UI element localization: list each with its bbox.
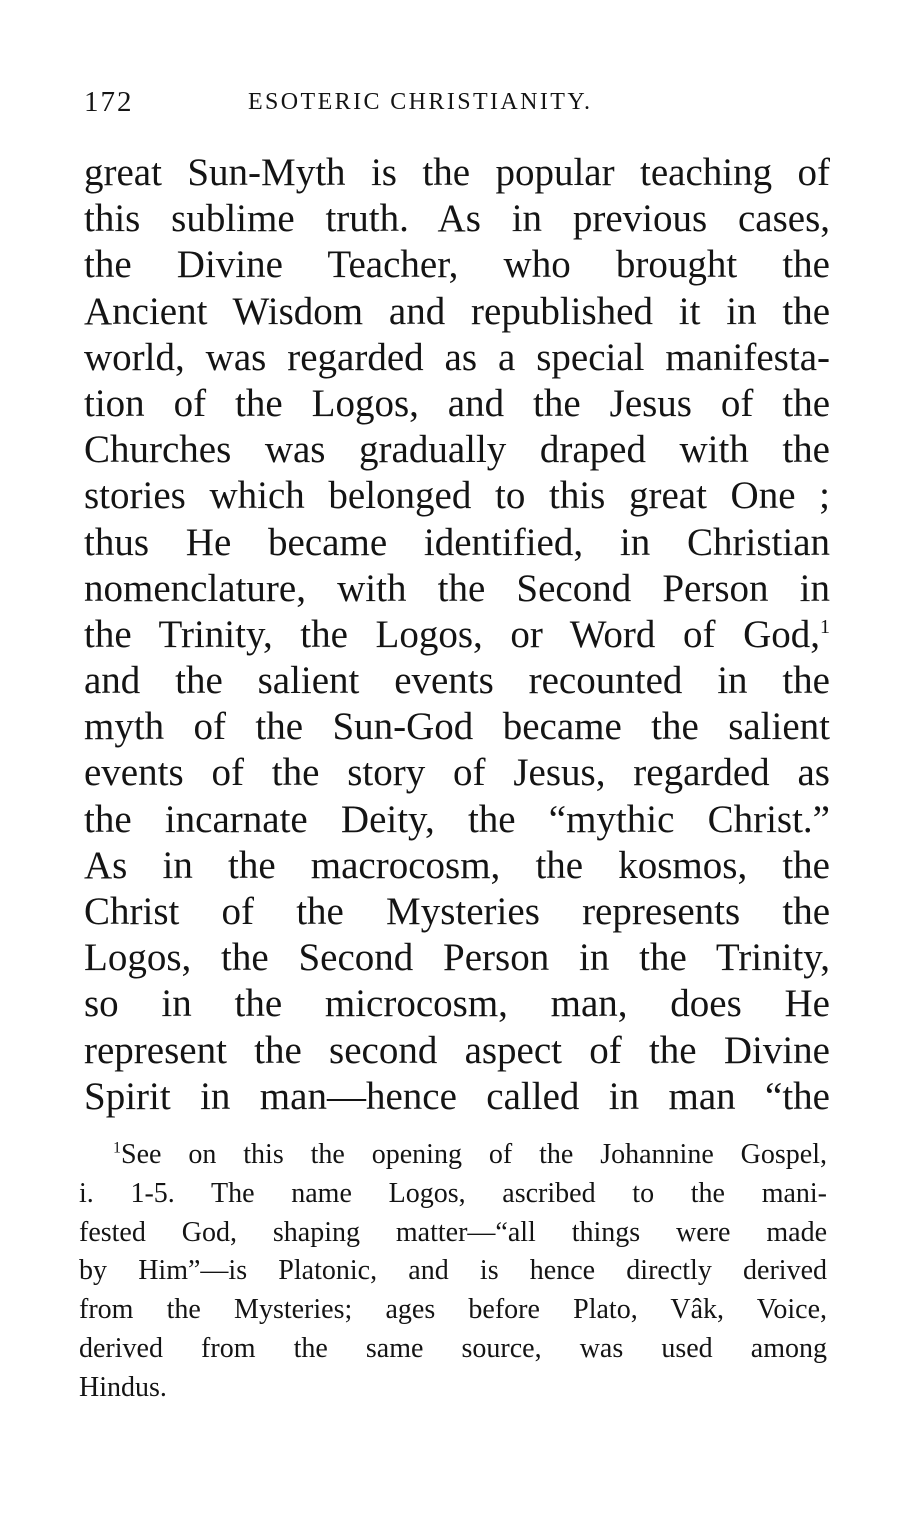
body-line: Logos, the Second Person in the Trinity, [84,936,830,980]
body-line: nomenclature, with the Second Person in [84,566,830,610]
body-line: tion of the Logos, and the Jesus of the [84,381,830,425]
body-line: Spirit in man—hence called in man “the [84,1074,830,1118]
body-text [84,150,830,1120]
footnote-line: from the Mysteries; ages before Plato, Vâk, Voice, [79,1294,827,1326]
body-line: myth of the Sun-God became the salient [84,705,830,749]
body-line-text: the Trinity, the Logos, or Word of God, [84,612,820,656]
footnote-marker: 1 [113,1139,121,1157]
body-line: Ancient Wisdom and republished it in the [84,289,830,333]
running-title: ESOTERIC CHRISTIANITY. [248,89,593,115]
body-line: the incarnate Deity, the “mythic Christ.” [84,797,830,841]
footnote-line: i. 1-5. The name Logos, ascribed to the mani- [79,1177,827,1209]
body-line: events of the story of Jesus, regarded as [84,751,830,795]
running-head [84,80,744,124]
body-line: this sublime truth. As in previous cases, [84,197,830,241]
body-line: As in the macrocosm, the kosmos, the [84,843,830,887]
footnote [79,1136,827,1408]
footnote-line-text: See on this the opening of the Johannine Gospel, [121,1139,827,1170]
body-line: world, was regarded as a special manifesta- [84,335,830,379]
body-line-with-footnote [84,612,830,658]
footnote-line: by Him”—is Platonic, and is hence directly derived [79,1255,827,1287]
body-line: and the salient events recounted in the [84,659,830,703]
page-number: 172 [84,86,134,118]
body-line: Churches was gradually draped with the [84,428,830,472]
body-line: thus He became identified, in Christian [84,520,830,564]
footnote-line: derived from the same source, was used among [79,1332,827,1364]
body-line: represent the second aspect of the Divine [84,1028,830,1072]
body-line: stories which belonged to this great One ; [84,474,830,518]
body-line: Christ of the Mysteries represents the [84,890,830,933]
footnote-reference[interactable]: 1 [820,615,830,638]
body-line: the Divine Teacher, who brought the [84,243,830,287]
body-line: great Sun-Myth is the popular teaching of [84,151,830,194]
footnote-line-first [79,1136,827,1175]
footnote-line: Hindus. [79,1371,167,1403]
footnote-line: fested God, shaping matter—“all things were made [79,1216,827,1248]
body-line: so in the microcosm, man, does He [84,982,830,1026]
